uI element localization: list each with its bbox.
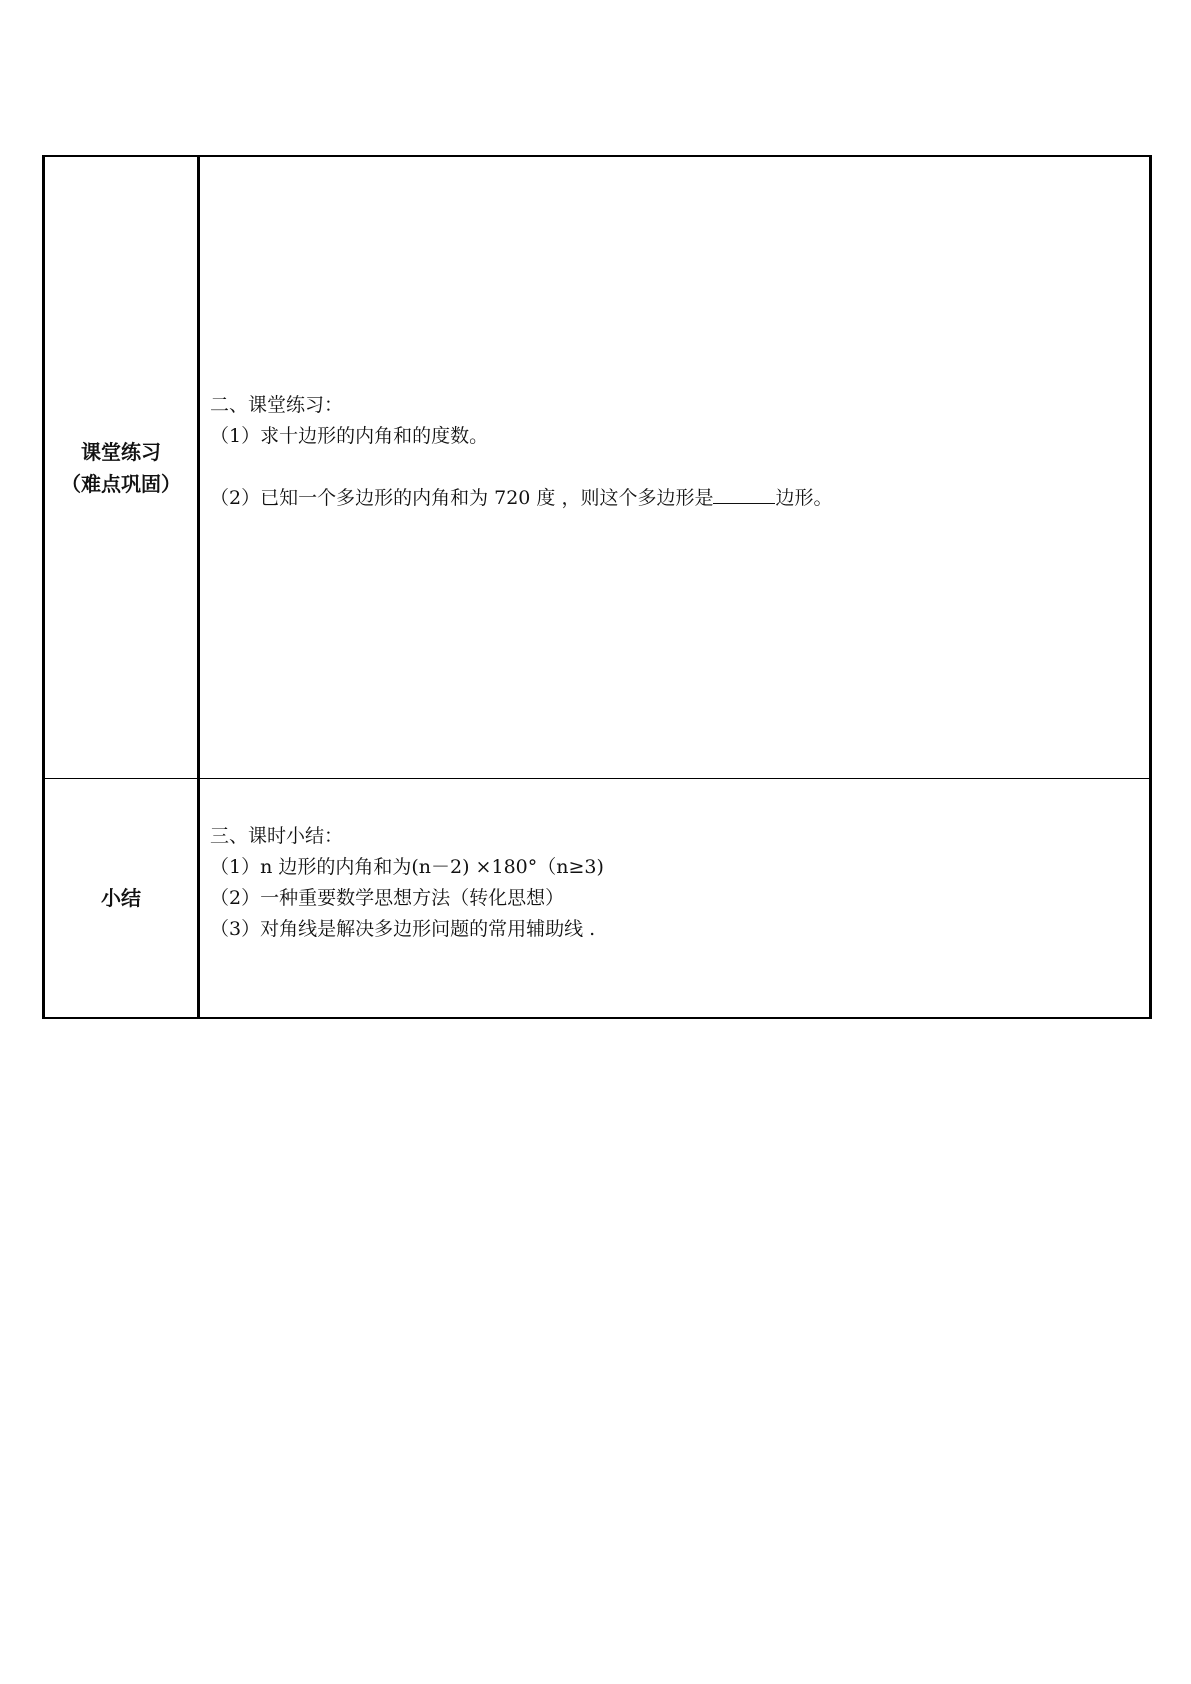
practice-label-subtitle: （难点巩固） [61,471,181,496]
practice-content-cell [199,156,1151,779]
question-2-text-before: （2）已知一个多边形的内角和为 720 度 ，则这个多边形是 [210,487,714,509]
summary-item-2: （2）一种重要数学思想方法（转化思想） [210,887,565,909]
summary-item-3: （3）对角线是解决多边形问题的常用辅助线 . [210,918,596,940]
spacer [210,452,833,483]
practice-question-1: （1）求十边形的内角和的度数。 [210,425,489,447]
practice-label-title: 课堂练习 [81,439,161,464]
summary-content-cell [199,779,1151,1019]
practice-content [210,390,833,514]
practice-heading: 二、课堂练习： [210,394,344,416]
practice-question-2 [210,483,833,514]
summary-heading: 三、课时小结： [210,825,344,847]
lesson-table [42,155,1152,1019]
practice-label-cell [44,156,199,779]
summary-row [44,779,1151,1019]
summary-label: 小结 [101,886,141,910]
question-2-text-after: 边形。 [775,487,833,509]
summary-label-cell [44,779,199,1019]
answer-blank[interactable] [713,483,775,504]
summary-content [210,821,604,945]
practice-row [44,156,1151,779]
summary-item-1: （1）n 边形的内角和为(n－2) ×180°（n≥3) [210,856,604,878]
